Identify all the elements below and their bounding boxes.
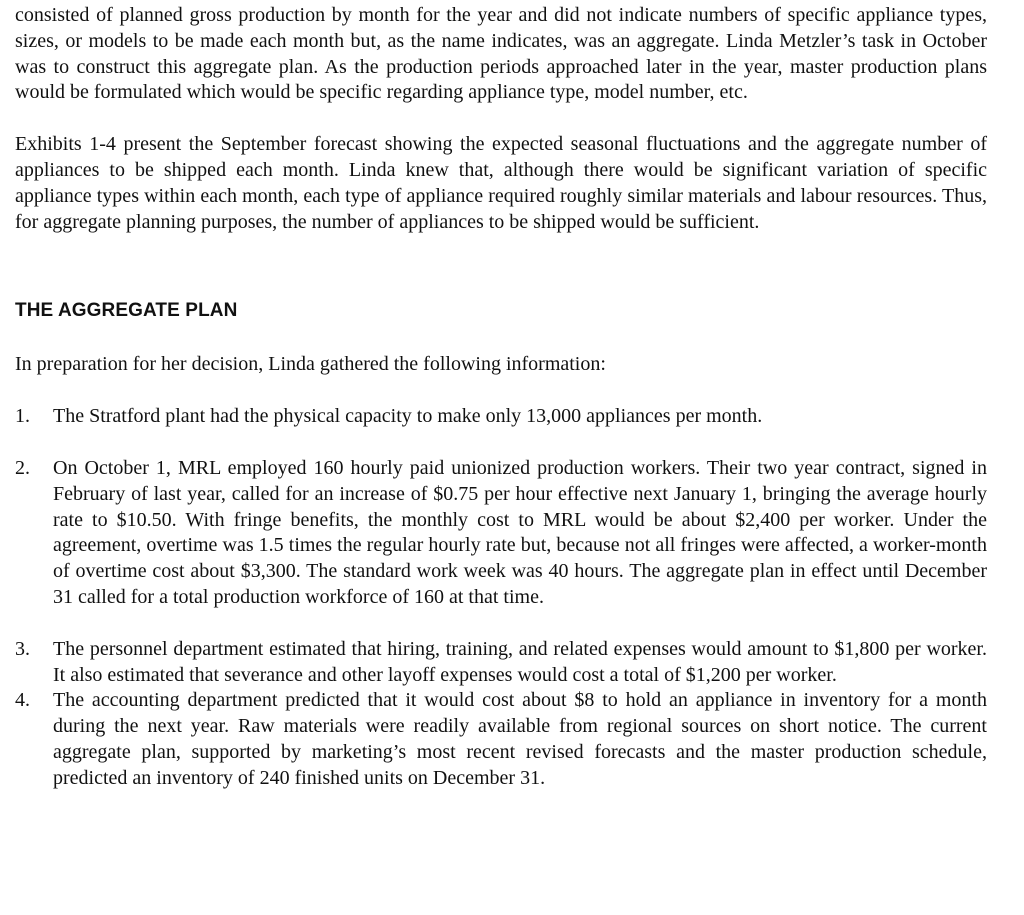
list-item-text: The Stratford plant had the physical capacity to make only 13,000 appliances per month. [53,405,763,428]
paragraph-intro: In preparation for her decision, Linda gathered the following information: [15,353,606,376]
information-list [15,404,987,791]
list-item-number: 2. [15,456,30,479]
list-item-number: 3. [15,637,30,660]
list-item-number: 1. [15,405,30,428]
paragraph-exhibits-forecast: Exhibits 1-4 present the September forecast showing the expected seasonal fluctuations and the aggregate number of appliances to be shipped each month. Linda knew that, although there would be significant variation of specific appliance types within each month, each type of appliance required roughly similar materials and labour resources. Thus, for aggregate planning purposes, the number of appliances to be shipped would be sufficient. [15,133,987,233]
list-item [15,688,987,791]
list-item-text: On October 1, MRL employed 160 hourly paid unionized production workers. Their two year contract, signed in February of last year, called for an increase of $0.75 per hour effective next January 1, bringing the average hourly rate to $10.50. With fringe benefits, the monthly cost to MRL would be about $2,400 per worker. Under the agreement, overtime was 1.5 times the regular hourly rate but, because not all fringes were affected, a worker-month of overtime cost about $3,300. The standard work week was 40 hours. The aggregate plan in effect until December 31 called for a total production workforce of 160 at that time. [53,456,987,608]
list-item [15,404,987,430]
document-page [15,3,987,792]
list-item [15,637,987,689]
list-item [15,456,987,611]
section-heading: THE AGGREGATE PLAN [15,300,238,322]
paragraph-aggregate-definition: consisted of planned gross production by month for the year and did not indicate numbers of specific appliance types, sizes, or models to be made each month but, as the name indicates, was an aggregate. Linda Metzler’s task in October was to construct this aggregate plan. As the production periods approached later in the year, master production plans would be formulated which would be specific regarding appliance type, model number, etc. [15,4,987,104]
list-item-number: 4. [15,689,30,712]
list-item-text: The accounting department predicted that it would cost about $8 to hold an appliance in inventory for a month during the next year. Raw materials were readily available from regional sources on short notice. The current aggregate plan, supported by marketing’s most recent revised forecasts and the master production schedule, predicted an inventory of 240 finished units on December 31. [53,689,987,789]
list-item-text: The personnel department estimated that hiring, training, and related expenses would amount to $1,800 per worker. It also estimated that severance and other layoff expenses would cost a total of $1,200 per worker. [53,637,987,686]
